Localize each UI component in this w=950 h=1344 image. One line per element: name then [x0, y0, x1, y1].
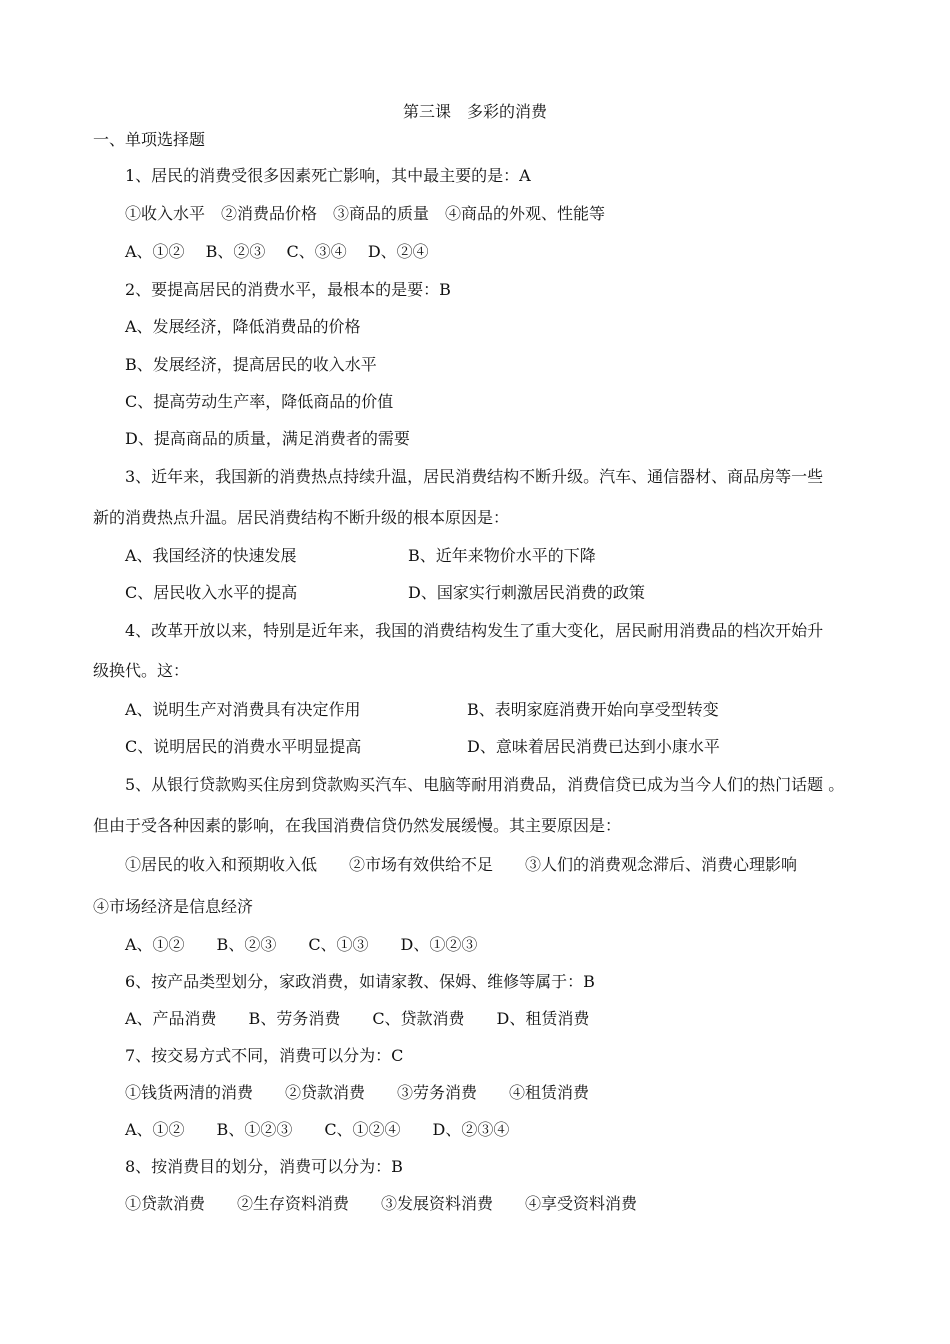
question-3-option-c: C、居民收入水平的提高	[125, 583, 298, 602]
question-3-option-a: A、我国经济的快速发展	[125, 546, 297, 565]
question-4-option-b: B、表明家庭消费开始向享受型转变	[467, 700, 719, 719]
question-2-option-d: D、提高商品的质量，满足消费者的需要	[125, 429, 410, 448]
page-title: 第三课 多彩的消费	[402, 102, 547, 121]
question-5-stem-line2: 但由于受各种因素的影响，在我国消费信贷仍然发展缓慢。其主要原因是：	[93, 816, 622, 835]
question-8-options: ①贷款消费 ②生存资料消费 ③发展资料消费 ④享受资料消费	[125, 1194, 638, 1213]
question-5-stem-line1: 5、从银行贷款购买住房到贷款购买汽车、电脑等耐用消费品，消费信贷已成为当今人们的热门话题 。	[125, 775, 845, 794]
question-5-options-line1: ①居民的收入和预期收入低 ②市场有效供给不足 ③人们的消费观念滞后、消费心理影响	[125, 855, 798, 874]
question-1-stem: 1、居民的消费受很多因素死亡影响，其中最主要的是：A	[125, 166, 531, 185]
section-heading: 一、单项选择题	[93, 130, 206, 149]
question-7-stem: 7、按交易方式不同，消费可以分为：C	[125, 1046, 404, 1065]
question-2-option-a: A、发展经济，降低消费品的价格	[125, 317, 361, 336]
question-3-stem-line2: 新的消费热点升温。居民消费结构不断升级的根本原因是：	[93, 508, 510, 527]
question-7-options: ①钱货两清的消费 ②贷款消费 ③劳务消费 ④租赁消费	[125, 1083, 590, 1102]
question-3-option-b: B、近年来物价水平的下降	[408, 546, 596, 565]
question-7-choices: A、①② B、①②③ C、①②④ D、②③④	[125, 1120, 510, 1139]
question-8-stem: 8、按消费目的划分，消费可以分为：B	[125, 1157, 403, 1176]
question-5-choices: A、①② B、②③ C、①③ D、①②③	[125, 935, 478, 954]
question-4-stem-line1: 4、改革开放以来，特别是近年来，我国的消费结构发生了重大变化，居民耐用消费品的档次开始升	[125, 621, 824, 640]
question-4-stem-line2: 级换代。这：	[93, 661, 190, 680]
question-3-option-d: D、国家实行刺激居民消费的政策	[408, 583, 645, 602]
question-1-choices: A、①② B、②③ C、③④ D、②④	[125, 242, 429, 261]
question-2-option-b: B、发展经济，提高居民的收入水平	[125, 355, 377, 374]
question-3-stem-line1: 3、近年来，我国新的消费热点持续升温，居民消费结构不断升级。汽车、通信器材、商品房等一些	[125, 467, 824, 486]
question-6-choices: A、产品消费 B、劳务消费 C、贷款消费 D、租赁消费	[125, 1009, 590, 1028]
question-4-option-d: D、意味着居民消费已达到小康水平	[467, 737, 720, 756]
question-5-options-line2: ④市场经济是信息经济	[93, 897, 254, 916]
question-4-option-c: C、说明居民的消费水平明显提高	[125, 737, 362, 756]
question-2-stem: 2、要提高居民的消费水平，最根本的是要：B	[125, 280, 451, 299]
question-2-option-c: C、提高劳动生产率，降低商品的价值	[125, 392, 394, 411]
question-6-stem: 6、按产品类型划分，家政消费，如请家教、保姆、维修等属于：B	[125, 972, 595, 991]
question-1-options: ①收入水平 ②消费品价格 ③商品的质量 ④商品的外观、性能等	[125, 204, 606, 223]
question-4-option-a: A、说明生产对消费具有决定作用	[125, 700, 361, 719]
